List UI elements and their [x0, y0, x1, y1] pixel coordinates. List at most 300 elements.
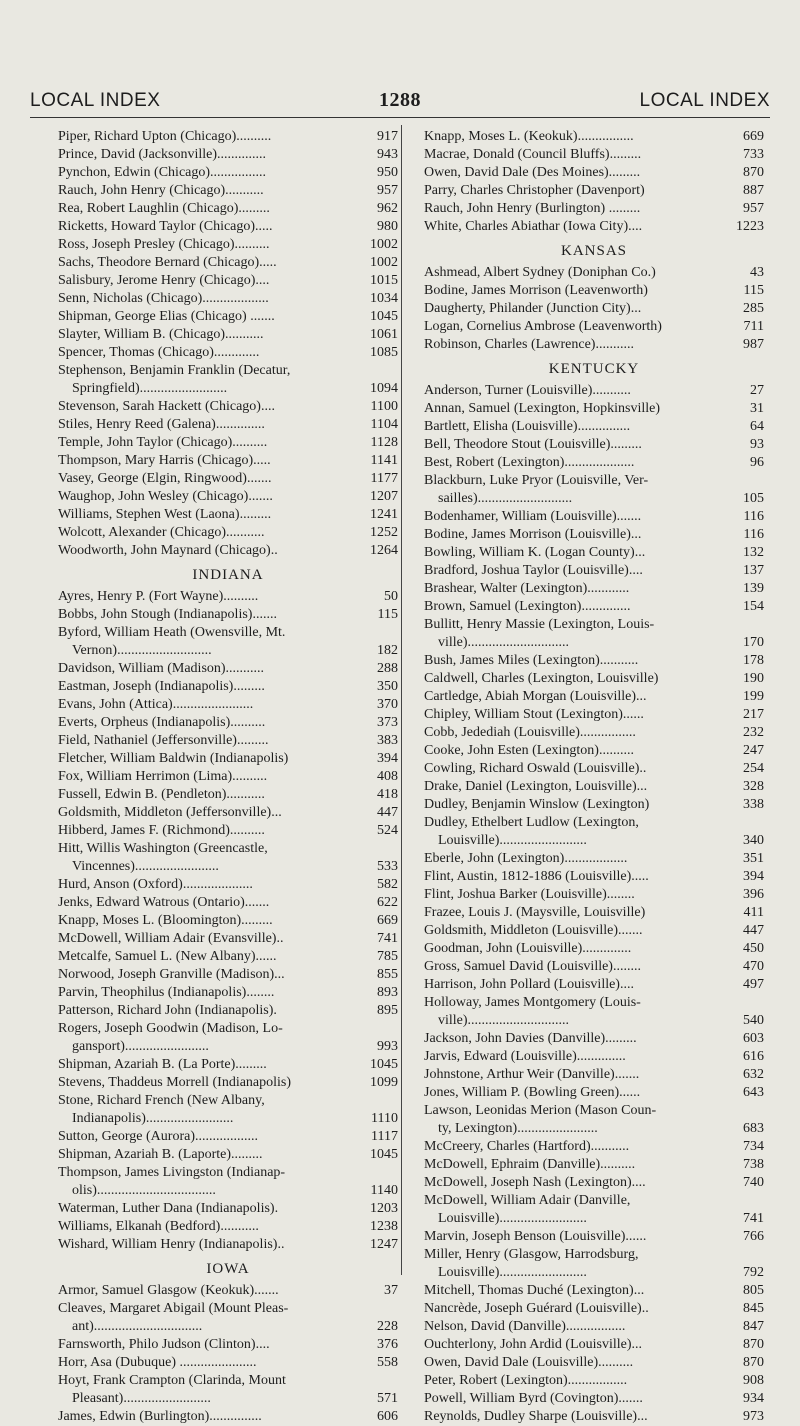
entry-name-line2: Vernon)........................... [72, 643, 212, 658]
entry-page-number: 178 [743, 653, 764, 668]
entry-page-number: 734 [743, 1139, 764, 1154]
entry-name: Brashear, Walter (Lexington)............ [424, 581, 630, 596]
entry-page-number: 170 [743, 635, 764, 650]
running-header-right: LOCAL INDEX [639, 90, 770, 111]
index-entry [424, 1282, 764, 1300]
entry-name: Salisbury, Jerome Henry (Chicago).... [58, 273, 270, 288]
index-entry [58, 1354, 398, 1372]
entry-page-number: 533 [377, 859, 398, 874]
entry-name: Bobbs, John Stough (Indianapolis)....... [58, 607, 277, 622]
entry-name-line1: McDowell, William Adair (Danville, [424, 1193, 631, 1208]
entry-name: Jones, William P. (Bowling Green)...... [424, 1085, 641, 1100]
entry-name: Johnstone, Arthur Weir (Danville)....... [424, 1067, 640, 1082]
entry-name: Field, Nathaniel (Jeffersonville)......... [58, 733, 269, 748]
entry-name: Norwood, Joseph Granville (Madison)... [58, 967, 285, 982]
entry-page-number: 27 [750, 383, 764, 398]
entry-page-number: 606 [377, 1409, 398, 1424]
entry-name-line2: Springfield)......................... [72, 381, 228, 396]
entry-name: Daugherty, Philander (Junction City)... [424, 301, 642, 316]
entry-page-number: 497 [743, 977, 764, 992]
entry-page-number: 870 [743, 165, 764, 180]
entry-name [58, 1372, 398, 1408]
index-entry [424, 1300, 764, 1318]
entry-name: Ouchterlony, John Ardid (Louisville)... [424, 1337, 643, 1352]
index-entry [424, 886, 764, 904]
index-entry [58, 488, 398, 506]
index-entry [58, 786, 398, 804]
entry-name: Gross, Samuel David (Louisville)........ [424, 959, 641, 974]
entry-name: Thompson, Mary Harris (Chicago)..... [58, 453, 271, 468]
index-entry [424, 164, 764, 182]
column-divider [401, 125, 402, 1275]
entry-page-number: 622 [377, 895, 398, 910]
index-entry [424, 1408, 764, 1426]
entry-page-number: 470 [743, 959, 764, 974]
entry-name [424, 1246, 764, 1282]
entry-page-number: 217 [743, 707, 764, 722]
index-entry [424, 1174, 764, 1192]
entry-page-number: 980 [377, 219, 398, 234]
index-entry [424, 976, 764, 994]
entry-name: Sachs, Theodore Bernard (Chicago)..... [58, 255, 277, 270]
entry-page-number: 43 [750, 265, 764, 280]
entry-name: Caldwell, Charles (Lexington, Louisville) [424, 671, 659, 686]
entry-name: Chipley, William Stout (Lexington)...... [424, 707, 644, 722]
index-entry [58, 542, 398, 560]
index-entry [58, 524, 398, 542]
index-entry [424, 580, 764, 598]
entry-page-number: 338 [743, 797, 764, 812]
entry-page-number: 411 [743, 905, 764, 920]
index-entry [424, 688, 764, 706]
entry-name: Bodenhamer, William (Louisville)....... [424, 509, 642, 524]
entry-name-line1: Cleaves, Margaret Abigail (Mount Pleas- [58, 1301, 289, 1316]
entry-page-number: 683 [743, 1121, 764, 1136]
index-entry [58, 912, 398, 930]
entry-page-number: 370 [377, 697, 398, 712]
index-entry [424, 218, 764, 236]
entry-name: Peter, Robert (Lexington)................. [424, 1373, 628, 1388]
index-entry [424, 1336, 764, 1354]
index-entry [58, 398, 398, 416]
entry-name [58, 362, 398, 398]
entry-name: Bush, James Miles (Lexington)........... [424, 653, 639, 668]
entry-name: Pynchon, Edwin (Chicago)................ [58, 165, 267, 180]
header-rule [30, 117, 770, 118]
index-entry [424, 598, 764, 616]
entry-page-number: 1238 [370, 1219, 398, 1234]
entry-name: Waughop, John Wesley (Chicago)....... [58, 489, 273, 504]
entry-page-number: 870 [743, 1337, 764, 1352]
entry-page-number: 1247 [370, 1237, 398, 1252]
entry-page-number: 132 [743, 545, 764, 560]
entry-name-line2: ville)............................. [438, 1013, 570, 1028]
entry-page-number: 1085 [370, 345, 398, 360]
index-entry [58, 1056, 398, 1074]
entry-name: Logan, Cornelius Ambrose (Leavenworth) [424, 319, 662, 334]
index-entry [58, 434, 398, 452]
index-entry [424, 128, 764, 146]
entry-name: Wishard, William Henry (Indianapolis).. [58, 1237, 285, 1252]
entry-page-number: 957 [377, 183, 398, 198]
entry-page-number: 740 [743, 1175, 764, 1190]
entry-name: Senn, Nicholas (Chicago)................... [58, 291, 269, 306]
entry-page-number: 1140 [370, 1183, 398, 1198]
entry-page-number: 115 [743, 283, 764, 298]
index-entry [424, 616, 764, 652]
index-entry [58, 930, 398, 948]
index-entry [58, 1020, 398, 1056]
entry-name-line2: Louisville)......................... [438, 1265, 587, 1280]
entry-page-number: 247 [743, 743, 764, 758]
entry-name: Eastman, Joseph (Indianapolis)......... [58, 679, 265, 694]
entry-name: Bell, Theodore Stout (Louisville)......... [424, 437, 642, 452]
index-entry [424, 724, 764, 742]
entry-name: Dudley, Benjamin Winslow (Lexington) [424, 797, 650, 812]
entry-page-number: 741 [743, 1211, 764, 1226]
entry-name-line2: sailles)........................... [438, 491, 573, 506]
entry-name: Williams, Elkanah (Bedford)........... [58, 1219, 259, 1234]
index-entry [424, 1066, 764, 1084]
entry-name-line2: olis).................................. [72, 1183, 216, 1198]
index-entry [58, 452, 398, 470]
entry-name: Annan, Samuel (Lexington, Hopkinsville) [424, 401, 661, 416]
index-entry [58, 326, 398, 344]
index-entry [58, 200, 398, 218]
entry-name: Fussell, Edwin B. (Pendleton)........... [58, 787, 265, 802]
entry-page-number: 1104 [370, 417, 398, 432]
entry-page-number: 1141 [370, 453, 398, 468]
entry-page-number: 139 [743, 581, 764, 596]
index-entry [58, 254, 398, 272]
entry-name [58, 840, 398, 876]
entry-name: Knapp, Moses L. (Bloomington)......... [58, 913, 273, 928]
entry-name: Wolcott, Alexander (Chicago)........... [58, 525, 265, 540]
entry-name: Jackson, John Davies (Danville)......... [424, 1031, 637, 1046]
entry-name: Waterman, Luther Dana (Indianapolis). [58, 1201, 279, 1216]
entry-name-line1: Thompson, James Livingston (Indianap- [58, 1165, 286, 1180]
entry-name-line1: Miller, Henry (Glasgow, Harrodsburg, [424, 1247, 639, 1262]
index-entry [424, 382, 764, 400]
entry-page-number: 632 [743, 1067, 764, 1082]
index-entry [58, 966, 398, 984]
index-entry [424, 282, 764, 300]
index-entry [424, 1372, 764, 1390]
entry-name: Shipman, George Elias (Chicago) ....... [58, 309, 275, 324]
entry-page-number: 616 [743, 1049, 764, 1064]
entry-page-number: 154 [743, 599, 764, 614]
index-entry [424, 850, 764, 868]
entry-name: Hibberd, James F. (Richmond).......... [58, 823, 265, 838]
entry-name: Ricketts, Howard Taylor (Chicago)..... [58, 219, 273, 234]
entry-page-number: 943 [377, 147, 398, 162]
index-entry [58, 588, 398, 606]
index-entry [424, 940, 764, 958]
index-entry [58, 750, 398, 768]
entry-page-number: 418 [377, 787, 398, 802]
entry-name [424, 814, 764, 850]
entry-page-number: 643 [743, 1085, 764, 1100]
index-entry [58, 470, 398, 488]
index-entry [424, 508, 764, 526]
index-entry [58, 362, 398, 398]
entry-page-number: 1045 [370, 1147, 398, 1162]
entry-name: White, Charles Abiathar (Iowa City).... [424, 219, 643, 234]
entry-name: Evans, John (Attica)....................... [58, 697, 254, 712]
entry-name: Farnsworth, Philo Judson (Clinton).... [58, 1337, 270, 1352]
entry-name: McDowell, Ephraim (Danville).......... [424, 1157, 636, 1172]
entry-name-line2: ty, Lexington)....................... [438, 1121, 598, 1136]
index-entry [58, 624, 398, 660]
entry-name: Armor, Samuel Glasgow (Keokuk)....... [58, 1283, 279, 1298]
entry-name [424, 994, 764, 1030]
index-entry [58, 218, 398, 236]
index-entry [58, 1300, 398, 1336]
index-entry [58, 1218, 398, 1236]
index-entry [424, 904, 764, 922]
entry-name-line1: Bullitt, Henry Massie (Lexington, Louis- [424, 617, 655, 632]
index-entry [424, 1318, 764, 1336]
entry-page-number: 1177 [370, 471, 398, 486]
entry-name: Stiles, Henry Reed (Galena).............. [58, 417, 265, 432]
entry-name-line2: Louisville)......................... [438, 1211, 587, 1226]
entry-page-number: 766 [743, 1229, 764, 1244]
entry-page-number: 993 [377, 1039, 398, 1054]
entry-page-number: 394 [743, 869, 764, 884]
entry-page-number: 50 [384, 589, 398, 604]
entry-name: Cooke, John Esten (Lexington).......... [424, 743, 634, 758]
entry-page-number: 1110 [371, 1111, 398, 1126]
index-entry [58, 660, 398, 678]
entry-page-number: 741 [377, 931, 398, 946]
entry-page-number: 396 [743, 887, 764, 902]
entry-name: Ayres, Henry P. (Fort Wayne).......... [58, 589, 259, 604]
entry-name: Goldsmith, Middleton (Louisville)....... [424, 923, 643, 938]
entry-name: Anderson, Turner (Louisville)........... [424, 383, 631, 398]
entry-page-number: 733 [743, 147, 764, 162]
entry-page-number: 582 [377, 877, 398, 892]
entry-name: Stevenson, Sarah Hackett (Chicago).... [58, 399, 275, 414]
entry-page-number: 328 [743, 779, 764, 794]
entry-name: Fletcher, William Baldwin (Indianapolis) [58, 751, 289, 766]
index-entry [424, 472, 764, 508]
entry-name [58, 1300, 398, 1336]
index-entry [424, 300, 764, 318]
index-entry [58, 804, 398, 822]
entry-name: Owen, David Dale (Des Moines)......... [424, 165, 641, 180]
entry-page-number: 917 [377, 129, 398, 144]
index-entry [424, 742, 764, 760]
index-entry [424, 264, 764, 282]
index-entry [58, 1092, 398, 1128]
entry-name [424, 1102, 764, 1138]
index-entry [58, 1002, 398, 1020]
entry-name-line1: Stone, Richard French (New Albany, [58, 1093, 265, 1108]
index-entry [58, 416, 398, 434]
entry-name: Bodine, James Morrison (Louisville)... [424, 527, 642, 542]
entry-name: Spencer, Thomas (Chicago)............. [58, 345, 260, 360]
entry-page-number: 540 [743, 1013, 764, 1028]
index-entry [424, 778, 764, 796]
index-entry [58, 1236, 398, 1254]
index-entry [424, 1354, 764, 1372]
entry-page-number: 1128 [370, 435, 398, 450]
entry-name: Parvin, Theophilus (Indianapolis)........ [58, 985, 275, 1000]
entry-page-number: 524 [377, 823, 398, 838]
entry-page-number: 558 [377, 1355, 398, 1370]
entry-name-line1: Stephenson, Benjamin Franklin (Decatur, [58, 363, 291, 378]
index-entry [58, 506, 398, 524]
entry-name-line2: ant)............................... [72, 1319, 203, 1334]
entry-page-number: 376 [377, 1337, 398, 1352]
entry-page-number: 137 [743, 563, 764, 578]
entry-name: Patterson, Richard John (Indianapolis). [58, 1003, 277, 1018]
entry-page-number: 1207 [370, 489, 398, 504]
entry-page-number: 394 [377, 751, 398, 766]
entry-page-number: 288 [377, 661, 398, 676]
entry-name: Nancrède, Joseph Guérard (Louisville).. [424, 1301, 649, 1316]
entry-name: Harrison, John Pollard (Louisville).... [424, 977, 634, 992]
index-entry [424, 1390, 764, 1408]
entry-name: Williams, Stephen West (Laona)......... [58, 507, 272, 522]
entry-page-number: 228 [377, 1319, 398, 1334]
index-entry [424, 1192, 764, 1228]
entry-page-number: 887 [743, 183, 764, 198]
entry-name-line1: Holloway, James Montgomery (Louis- [424, 995, 641, 1010]
index-entry [424, 1102, 764, 1138]
entry-name: Ashmead, Albert Sydney (Doniphan Co.) [424, 265, 656, 280]
entry-name: Jarvis, Edward (Louisville).............. [424, 1049, 626, 1064]
index-entry [424, 526, 764, 544]
page-number: 1288 [379, 89, 421, 111]
entry-name: Parry, Charles Christopher (Davenport) [424, 183, 645, 198]
index-entry [424, 1138, 764, 1156]
entry-name: Slayter, William B. (Chicago)........... [58, 327, 264, 342]
entry-page-number: 987 [743, 337, 764, 352]
index-entry [424, 200, 764, 218]
entry-name: Drake, Daniel (Lexington, Louisville)... [424, 779, 648, 794]
index-entry [424, 652, 764, 670]
entry-page-number: 738 [743, 1157, 764, 1172]
entry-page-number: 571 [377, 1391, 398, 1406]
index-entry [58, 822, 398, 840]
entry-page-number: 190 [743, 671, 764, 686]
entry-page-number: 1264 [370, 543, 398, 558]
entry-page-number: 1015 [370, 273, 398, 288]
entry-name [58, 1092, 398, 1128]
index-entry [58, 1074, 398, 1092]
entry-name: Goodman, John (Louisville).............. [424, 941, 632, 956]
entry-name-line2: Indianapolis)......................... [72, 1111, 234, 1126]
index-entry [58, 732, 398, 750]
entry-name [58, 1020, 398, 1056]
entry-page-number: 105 [743, 491, 764, 506]
entry-name: Stevens, Thaddeus Morrell (Indianapolis) [58, 1075, 292, 1090]
entry-page-number: 669 [377, 913, 398, 928]
entry-name: Rauch, John Henry (Burlington) ......... [424, 201, 641, 216]
entry-page-number: 1094 [370, 381, 398, 396]
entry-name-line1: Rogers, Joseph Goodwin (Madison, Lo- [58, 1021, 283, 1036]
index-entry [58, 768, 398, 786]
index-entry [424, 922, 764, 940]
entry-name [58, 1164, 398, 1200]
entry-page-number: 1117 [371, 1129, 398, 1144]
entry-page-number: 340 [743, 833, 764, 848]
entry-page-number: 1223 [736, 219, 764, 234]
index-entry [58, 1128, 398, 1146]
section-heading: IOWA [206, 1261, 250, 1277]
index-entry [424, 1030, 764, 1048]
entry-page-number: 805 [743, 1283, 764, 1298]
entry-name: Jenks, Edward Watrous (Ontario)....... [58, 895, 270, 910]
entry-name [424, 1192, 764, 1228]
index-entry [58, 1372, 398, 1408]
section-heading: INDIANA [192, 567, 264, 583]
entry-page-number: 1203 [370, 1201, 398, 1216]
entry-name: Powell, William Byrd (Covington)....... [424, 1391, 643, 1406]
index-entry [424, 544, 764, 562]
entry-page-number: 1045 [370, 1057, 398, 1072]
entry-name [424, 472, 764, 508]
entry-name: Frazee, Louis J. (Maysville, Louisville) [424, 905, 646, 920]
index-entry [424, 994, 764, 1030]
entry-page-number: 950 [377, 165, 398, 180]
entry-name: McCreery, Charles (Hartford)........... [424, 1139, 630, 1154]
section-heading: KENTUCKY [548, 361, 640, 377]
entry-page-number: 447 [743, 923, 764, 938]
entry-name: Sutton, George (Aurora).................. [58, 1129, 258, 1144]
index-entry [58, 948, 398, 966]
entry-page-number: 232 [743, 725, 764, 740]
index-entry [58, 606, 398, 624]
entry-name: Rea, Robert Laughlin (Chicago)......... [58, 201, 270, 216]
entry-name: Temple, John Taylor (Chicago).......... [58, 435, 268, 450]
entry-name: Nelson, David (Danville)................. [424, 1319, 626, 1334]
entry-name-line2: Vincennes)........................ [72, 859, 219, 874]
index-entry [58, 308, 398, 326]
running-header-left: LOCAL INDEX [30, 90, 161, 111]
entry-name: Horr, Asa (Dubuque) ...................... [58, 1355, 257, 1370]
entry-name-line1: Blackburn, Luke Pryor (Louisville, Ver- [424, 473, 649, 488]
index-entry [58, 678, 398, 696]
entry-name: Hurd, Anson (Oxford).................... [58, 877, 253, 892]
index-entry [58, 894, 398, 912]
entry-page-number: 669 [743, 129, 764, 144]
entry-name: James, Edwin (Burlington)............... [58, 1409, 262, 1424]
entry-page-number: 711 [743, 319, 764, 334]
entry-page-number: 350 [377, 679, 398, 694]
entry-name: Cowling, Richard Oswald (Louisville).. [424, 761, 647, 776]
entry-name: Metcalfe, Samuel L. (New Albany)...... [58, 949, 277, 964]
index-entry [424, 814, 764, 850]
index-entry [424, 1048, 764, 1066]
entry-page-number: 383 [377, 733, 398, 748]
entry-name [424, 616, 764, 652]
index-entry [58, 290, 398, 308]
entry-name-line2: gansport)........................ [72, 1039, 209, 1054]
entry-page-number: 1241 [370, 507, 398, 522]
index-entry [424, 418, 764, 436]
entry-page-number: 973 [743, 1409, 764, 1424]
entry-page-number: 1099 [370, 1075, 398, 1090]
index-entry [424, 562, 764, 580]
entry-name [58, 624, 398, 660]
entry-page-number: 908 [743, 1373, 764, 1388]
entry-page-number: 1002 [370, 237, 398, 252]
entry-page-number: 199 [743, 689, 764, 704]
entry-name: Prince, David (Jacksonville).............. [58, 147, 267, 162]
index-entry [424, 436, 764, 454]
